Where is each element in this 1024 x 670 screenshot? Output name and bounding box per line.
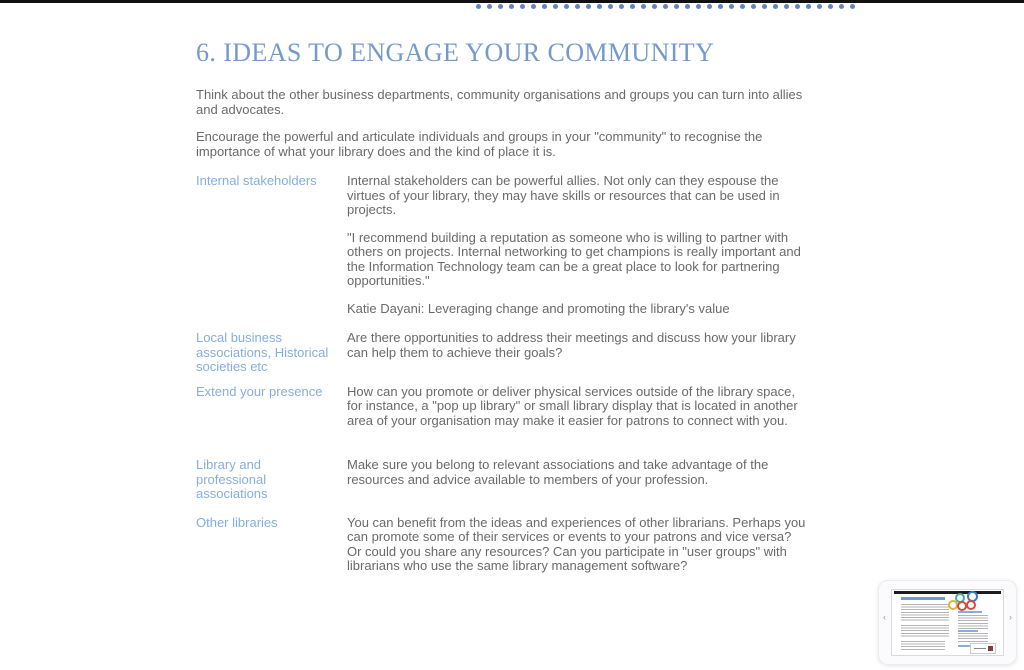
dot xyxy=(498,4,503,9)
intro-paragraph: Encourage the powerful and articulate individuals and groups in your "community" to recognise the importance of what your library does and the kind of place it is. xyxy=(196,129,763,159)
section-paragraph: How can you promote or deliver physical services outside of the library space, for instance, a "pop up library" or small library display that is located in another area of your organisation may make it easier for patrons to connect with you. xyxy=(347,383,798,428)
dot xyxy=(762,4,767,9)
mini-title-bar xyxy=(901,597,945,600)
section-label: Library and professional associations xyxy=(196,457,268,501)
dot xyxy=(773,4,778,9)
section-row xyxy=(196,331,818,375)
top-border-bar xyxy=(0,0,1024,3)
section-paragraph: Katie Dayani: Leveraging change and promoting the library's value xyxy=(347,300,730,316)
dot xyxy=(509,4,514,9)
dot xyxy=(575,4,580,9)
section-paragraph: Internal stakeholders can be powerful allies. Not only can they espouse the virtues of your library, they may have skills or resources that can be used in projects. xyxy=(347,173,780,217)
dot xyxy=(751,4,756,9)
mini-logo-dash xyxy=(974,648,986,649)
dot xyxy=(729,4,734,9)
dot xyxy=(641,4,646,9)
next-arrow-icon[interactable]: › xyxy=(1009,612,1012,622)
dot xyxy=(476,4,481,9)
dot xyxy=(839,4,844,9)
section-paragraph: Are there opportunities to address their meetings and discuss how your library can help them to achieve their goals? xyxy=(347,330,796,360)
mini-logo-box xyxy=(970,643,996,654)
section-body xyxy=(347,331,808,375)
dot xyxy=(542,4,547,9)
mini-top-bar xyxy=(894,591,1001,594)
dot xyxy=(608,4,613,9)
page-title: 6. IDEAS TO ENGAGE YOUR COMMUNITY xyxy=(196,38,715,67)
dot xyxy=(619,4,624,9)
dot xyxy=(685,4,690,9)
mini-logo-mark xyxy=(988,646,993,651)
sections-list xyxy=(196,174,818,589)
intro-paragraph: Think about the other business departments, community organisations and groups you can turn into allies and advocates. xyxy=(196,87,803,117)
dot xyxy=(531,4,536,9)
section-label: Extend your presence xyxy=(196,383,323,399)
mini-heading-bar xyxy=(958,611,982,613)
mini-heading-bar xyxy=(958,630,978,632)
ring-icon xyxy=(966,600,976,610)
mini-text-column-left xyxy=(901,604,949,622)
section-body xyxy=(347,516,808,574)
dot xyxy=(663,4,668,9)
dot xyxy=(520,4,525,9)
dot xyxy=(564,4,569,9)
dot xyxy=(828,4,833,9)
dot xyxy=(784,4,789,9)
dot xyxy=(740,4,745,9)
section-paragraph: Make sure you belong to relevant associations and take advantage of the resources and advice available to members of your profession. xyxy=(347,457,769,487)
section-label: Other libraries xyxy=(196,514,278,530)
mini-text-column-right xyxy=(958,633,988,643)
dot xyxy=(553,4,558,9)
dotted-divider xyxy=(476,4,855,9)
dot xyxy=(795,4,800,9)
section-label: Local business associations, Historical societies etc xyxy=(196,330,329,374)
section-row xyxy=(196,516,818,574)
document-preview-thumbnail[interactable] xyxy=(878,580,1017,665)
dot xyxy=(707,4,712,9)
mini-text-column-left xyxy=(901,625,949,638)
dot xyxy=(630,4,635,9)
dot xyxy=(817,4,822,9)
mini-text-column-left xyxy=(901,641,945,650)
intro-paragraphs xyxy=(196,88,818,172)
dot xyxy=(597,4,602,9)
mini-page xyxy=(891,589,1004,656)
section-paragraph: "I recommend building a reputation as someone who is willing to partner with others on projects. Internal networking to get champions is really important and the Information Technology team can be a great place to look for partnering opportunities." xyxy=(347,229,801,288)
dot xyxy=(487,4,492,9)
mini-text-column-right xyxy=(958,615,988,629)
section-label: Internal stakeholders xyxy=(196,173,317,188)
prev-arrow-icon[interactable]: ‹ xyxy=(883,612,886,622)
dot xyxy=(850,4,855,9)
section-paragraph: You can benefit from the ideas and experiences of other librarians. Perhaps you can promote some of their services or events to your patrons and vice versa? Or could you share any resources? Can you participate in "user groups" with librarians who use the same library management software? xyxy=(347,514,806,573)
dot xyxy=(806,4,811,9)
dot xyxy=(696,4,701,9)
section-row xyxy=(196,385,818,429)
section-body xyxy=(347,385,808,429)
section-body xyxy=(347,174,808,316)
dot xyxy=(586,4,591,9)
dot xyxy=(718,4,723,9)
section-row xyxy=(196,458,818,502)
section-body xyxy=(347,458,808,502)
section-row xyxy=(196,174,818,316)
dot xyxy=(674,4,679,9)
dot xyxy=(652,4,657,9)
